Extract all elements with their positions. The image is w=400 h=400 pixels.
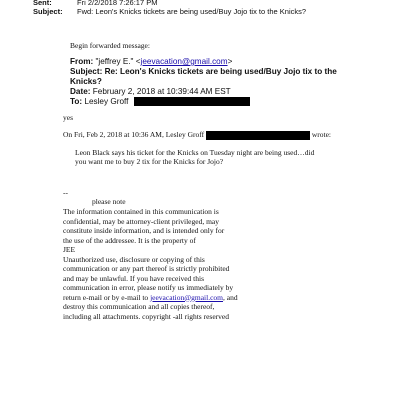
quote-intro-text: On Fri, Feb 2, 2018 at 10:36 AM, Lesley Groff [63,130,205,139]
notice-line: and may be unlawful. If you have received this [63,273,204,283]
fwd-subject-label: Subject: [70,67,103,76]
quote-intro [63,130,331,140]
confidentiality-notice [63,207,238,321]
fwd-subject-line1: Re: Leon's Knicks tickets are being used/Buy Jojo tix to the [104,67,337,76]
fwd-date-label: Date: [70,87,91,96]
fwd-from-name: "jeffrey E." < [95,57,141,66]
notice-line: confidential, may be attorney-client privileged, may [63,216,219,226]
begin-forwarded: Begin forwarded message: [70,41,150,50]
notice-line: constitute inside information, and is intended only for [63,226,225,235]
quote-line-2: you want me to buy 2 tix for the Knicks for Jojo? [75,157,224,166]
fwd-to-value: Lesley Groff [84,97,129,106]
quote-intro-wrote: wrote: [311,130,332,139]
sent-value: Fri 2/2/2018 7:26:17 PM [77,0,158,7]
notice-line: the use of the addressee. It is the property of [63,235,196,245]
notice-email-link[interactable]: jeevacation@gmail.com [150,292,223,302]
subject-label: Subject: [33,7,63,16]
quote-line-1: Leon Black says his ticket for the Knicks on Tuesday night are being used…did [75,148,315,157]
fwd-subject-line2: Knicks? [70,77,102,86]
notice-line: JEE [63,245,76,254]
notice-return-line [63,293,238,303]
fwd-date-value: February 2, 2018 at 10:39:44 AM EST [92,87,231,96]
fwd-to-row [70,97,250,107]
subject-value: Fwd: Leon's Knicks tickets are being used/Buy Jojo tix to the Knicks? [77,7,307,16]
please-note: please note [92,197,126,206]
notice-line: communication in error, please notify us immediately by [63,283,234,292]
signature-dashes: -- [63,188,68,197]
sent-label: Sent: [33,0,52,7]
sent-row [33,0,157,7]
fwd-from-email[interactable]: jeevacation@gmail.com [140,57,228,66]
fwd-subject-row-2 [70,77,102,87]
notice-line: The information contained in this communication is [63,207,219,216]
fwd-subject-row [70,67,337,77]
fwd-from-close: > [227,57,233,66]
notice-return-text: return e-mail or by e-mail to [63,292,151,302]
fwd-to-label: To: [70,97,83,106]
redaction-block [206,131,310,140]
redaction-block [134,97,250,106]
notice-line: including all attachments. copyright -all rights reserved [63,311,229,321]
fwd-from-label: From: [70,57,94,66]
notice-line: Unauthorized use, disclosure or copying of this [63,254,205,264]
reply-text: yes [63,113,73,122]
notice-line: destroy this communication and all copies thereof, [63,302,215,311]
notice-return-end: , and [222,292,238,302]
fwd-from-row [70,57,232,67]
subject-row [33,7,306,16]
notice-line: communication or any part thereof is strictly prohibited [63,264,230,273]
fwd-date-row [70,87,231,97]
